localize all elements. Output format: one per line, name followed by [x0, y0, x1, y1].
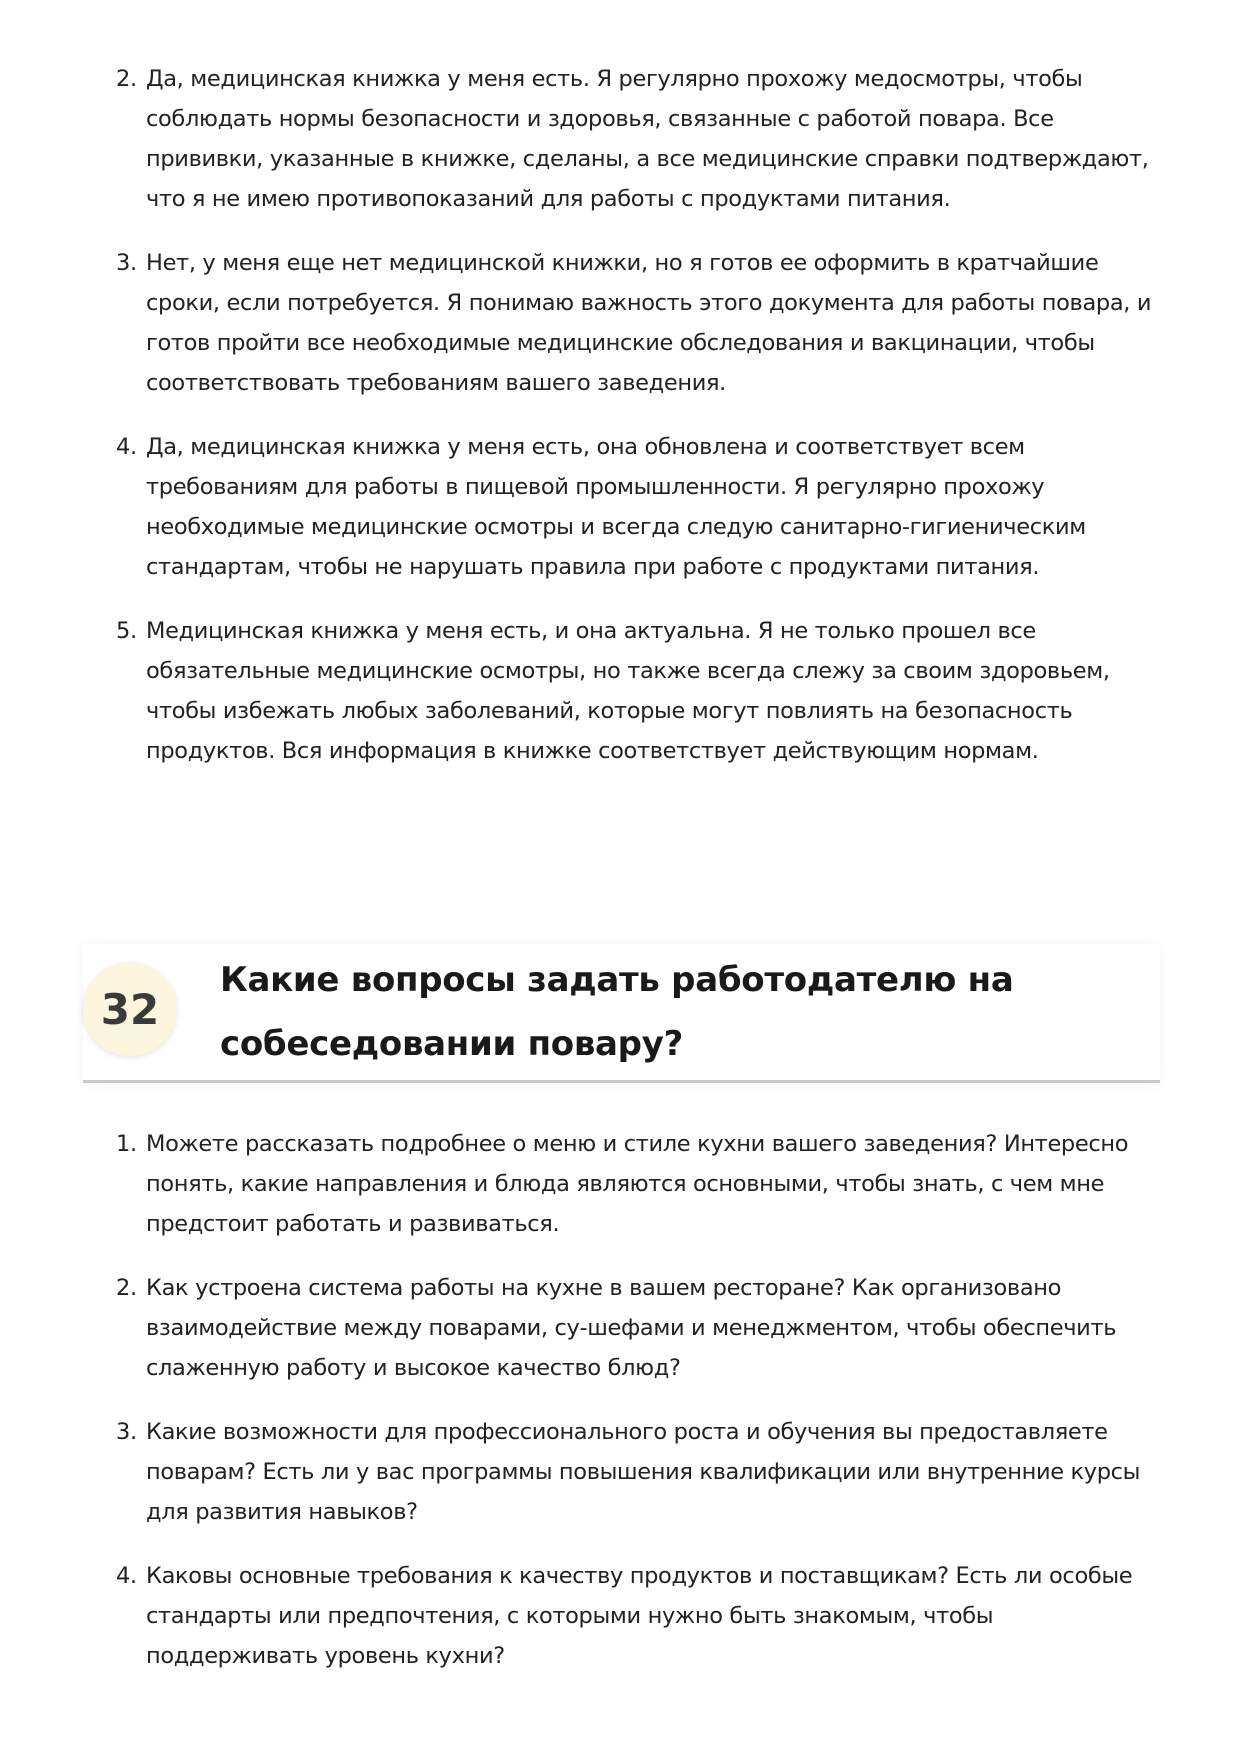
list-item [0, 1412, 1239, 1531]
list-item-text: Каковы основные требования к качеству продуктов и поставщикам? Есть ли особые стандарты или предпочтения, с которыми нужно быть знакомым, чтобы поддерживать уровень кухни? [146, 1563, 1133, 1669]
list-item-text: Какие возможности для профессионального роста и обучения вы предоставляете поварам? Есть ли у вас программы повышения квалификации или внутренние курсы для развития навыков? [146, 1419, 1141, 1525]
answer-list [0, 59, 1239, 795]
section-header [83, 944, 1160, 1083]
list-item [0, 243, 1239, 402]
list-item [0, 427, 1239, 586]
list-item-number: 4 . [116, 1556, 137, 1596]
list-item [0, 1124, 1239, 1243]
list-item-number: 3 . [116, 243, 137, 283]
list-item-number: 3 . [116, 1412, 137, 1452]
list-item-number: 5 . [116, 611, 137, 651]
list-item-number: 2 . [116, 1268, 137, 1308]
list-item-text: Да, медицинская книжка у меня есть, она обновлена и соответствует всем требованиям для работы в пищевой промышленности. Я регулярно прохожу необходимые медицинские осмотры и всегда следую санитарно-гигиеническим стандартам, чтобы не нарушать правила при работе с продуктами питания. [146, 434, 1086, 580]
list-item-text: Можете рассказать подробнее о меню и стиле кухни вашего заведения? Интересно понять, какие направления и блюда являются основными, чтобы знать, с чем мне предстоит работать и развиваться. [146, 1131, 1129, 1237]
section-number-badge: 32 [83, 962, 177, 1056]
list-item [0, 1556, 1239, 1675]
list-item-number: 2 . [116, 59, 137, 99]
question-list [0, 1124, 1239, 1700]
list-item [0, 611, 1239, 770]
list-item [0, 1268, 1239, 1387]
list-item-text: Как устроена система работы на кухне в вашем ресторане? Как организовано взаимодействие между поварами, су-шефами и менеджментом, чтобы обеспечить слаженную работу и высокое качество блюд? [146, 1275, 1117, 1381]
section-title: Какие вопросы задать работодателю на собеседовании повару? [220, 960, 1014, 1064]
list-item-text: Нет, у меня еще нет медицинской книжки, но я готов ее оформить в кратчайшие сроки, если потребуется. Я понимаю важность этого документа для работы повара, и готов пройти все необходимые медицинские обследования и вакцинации, чтобы соответствовать требованиям вашего заведения. [146, 250, 1152, 396]
list-item [0, 59, 1239, 218]
list-item-number: 4 . [116, 427, 137, 467]
list-item-text: Медицинская книжка у меня есть, и она актуальна. Я не только прошел все обязательные медицинские осмотры, но также всегда слежу за своим здоровьем, чтобы избежать любых заболеваний, которые могут повлиять на безопасность продуктов. Вся информация в книжке соответствует действующим нормам. [146, 618, 1110, 764]
list-item-number: 1 . [116, 1124, 137, 1164]
list-item-text: Да, медицинская книжка у меня есть. Я регулярно прохожу медосмотры, чтобы соблюдать нормы безопасности и здоровья, связанные с работой повара. Все прививки, указанные в книжке, сделаны, а все медицинские справки подтверждают, что я не имею противопоказаний для работы с продуктами питания. [146, 66, 1149, 212]
